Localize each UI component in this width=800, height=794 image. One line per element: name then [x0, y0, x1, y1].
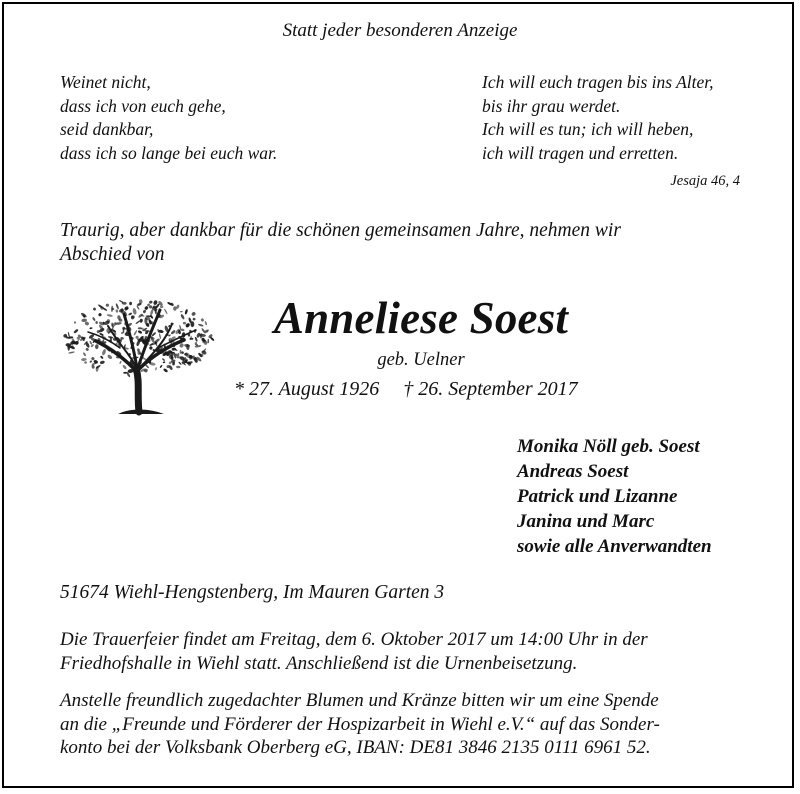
- poem-left-line: Weinet nicht,: [60, 72, 151, 92]
- family-list: [517, 434, 712, 559]
- death-date: † 26. September 2017: [403, 378, 578, 400]
- poem-left-line: seid dankbar,: [60, 119, 154, 139]
- donation-info: [60, 689, 660, 760]
- family-member: Janina und Marc: [517, 511, 655, 532]
- donation-line: konto bei der Volksbank Oberberg eG, IBAN: DE81 3846 2135 0111 6961 52.: [60, 737, 651, 758]
- maiden-name: geb. Uelner: [377, 350, 465, 370]
- family-member: Patrick und Lizanne: [517, 486, 678, 507]
- family-member: Monika Nöll geb. Soest: [517, 436, 700, 457]
- intro-line: Traurig, aber dankbar für die schönen gemeinsamen Jahre, nehmen wir: [60, 220, 621, 241]
- service-info: [60, 628, 648, 675]
- life-dates: [234, 378, 578, 401]
- poem-right-line: Ich will es tun; ich will heben,: [482, 119, 694, 139]
- deceased-name: Anneliese Soest: [273, 293, 569, 343]
- poem-left-line: dass ich von euch gehe,: [60, 95, 226, 116]
- poem-left-line: dass ich so lange bei euch war.: [60, 142, 278, 163]
- intro-line: Abschied von: [60, 244, 165, 265]
- poem-right-line: ich will tragen und erretten.: [482, 142, 679, 163]
- service-line: Die Trauerfeier findet am Freitag, dem 6. Oktober 2017 um 14:00 Uhr in der: [60, 629, 648, 650]
- poem-right-line: Ich will euch tragen bis ins Alter,: [482, 72, 714, 92]
- verse-reference: Jesaja 46, 4: [670, 173, 740, 189]
- tree-icon: [60, 286, 218, 420]
- intro-text: [60, 219, 621, 267]
- birth-date: * 27. August 1926: [234, 378, 380, 400]
- family-address: 51674 Wiehl-Hengstenberg, Im Mauren Garten 3: [60, 582, 445, 603]
- poem-left: [60, 71, 277, 165]
- donation-line: Anstelle freundlich zugedachter Blumen und Kränze bitten wir um eine Spende: [60, 690, 659, 711]
- family-member: Andreas Soest: [517, 461, 629, 482]
- poem-right-line: bis ihr grau werdet.: [482, 95, 621, 116]
- donation-line: an die „Freunde und Förderer der Hospizarbeit in Wiehl e.V.“ auf das Sonder-: [60, 713, 660, 735]
- family-member: sowie alle Anverwandten: [517, 536, 712, 557]
- poem-right: [482, 71, 714, 165]
- service-line: Friedhofshalle in Wiehl statt. Anschließend ist die Urnenbeisetzung.: [60, 652, 578, 674]
- notice-header: Statt jeder besonderen Anzeige: [282, 20, 518, 41]
